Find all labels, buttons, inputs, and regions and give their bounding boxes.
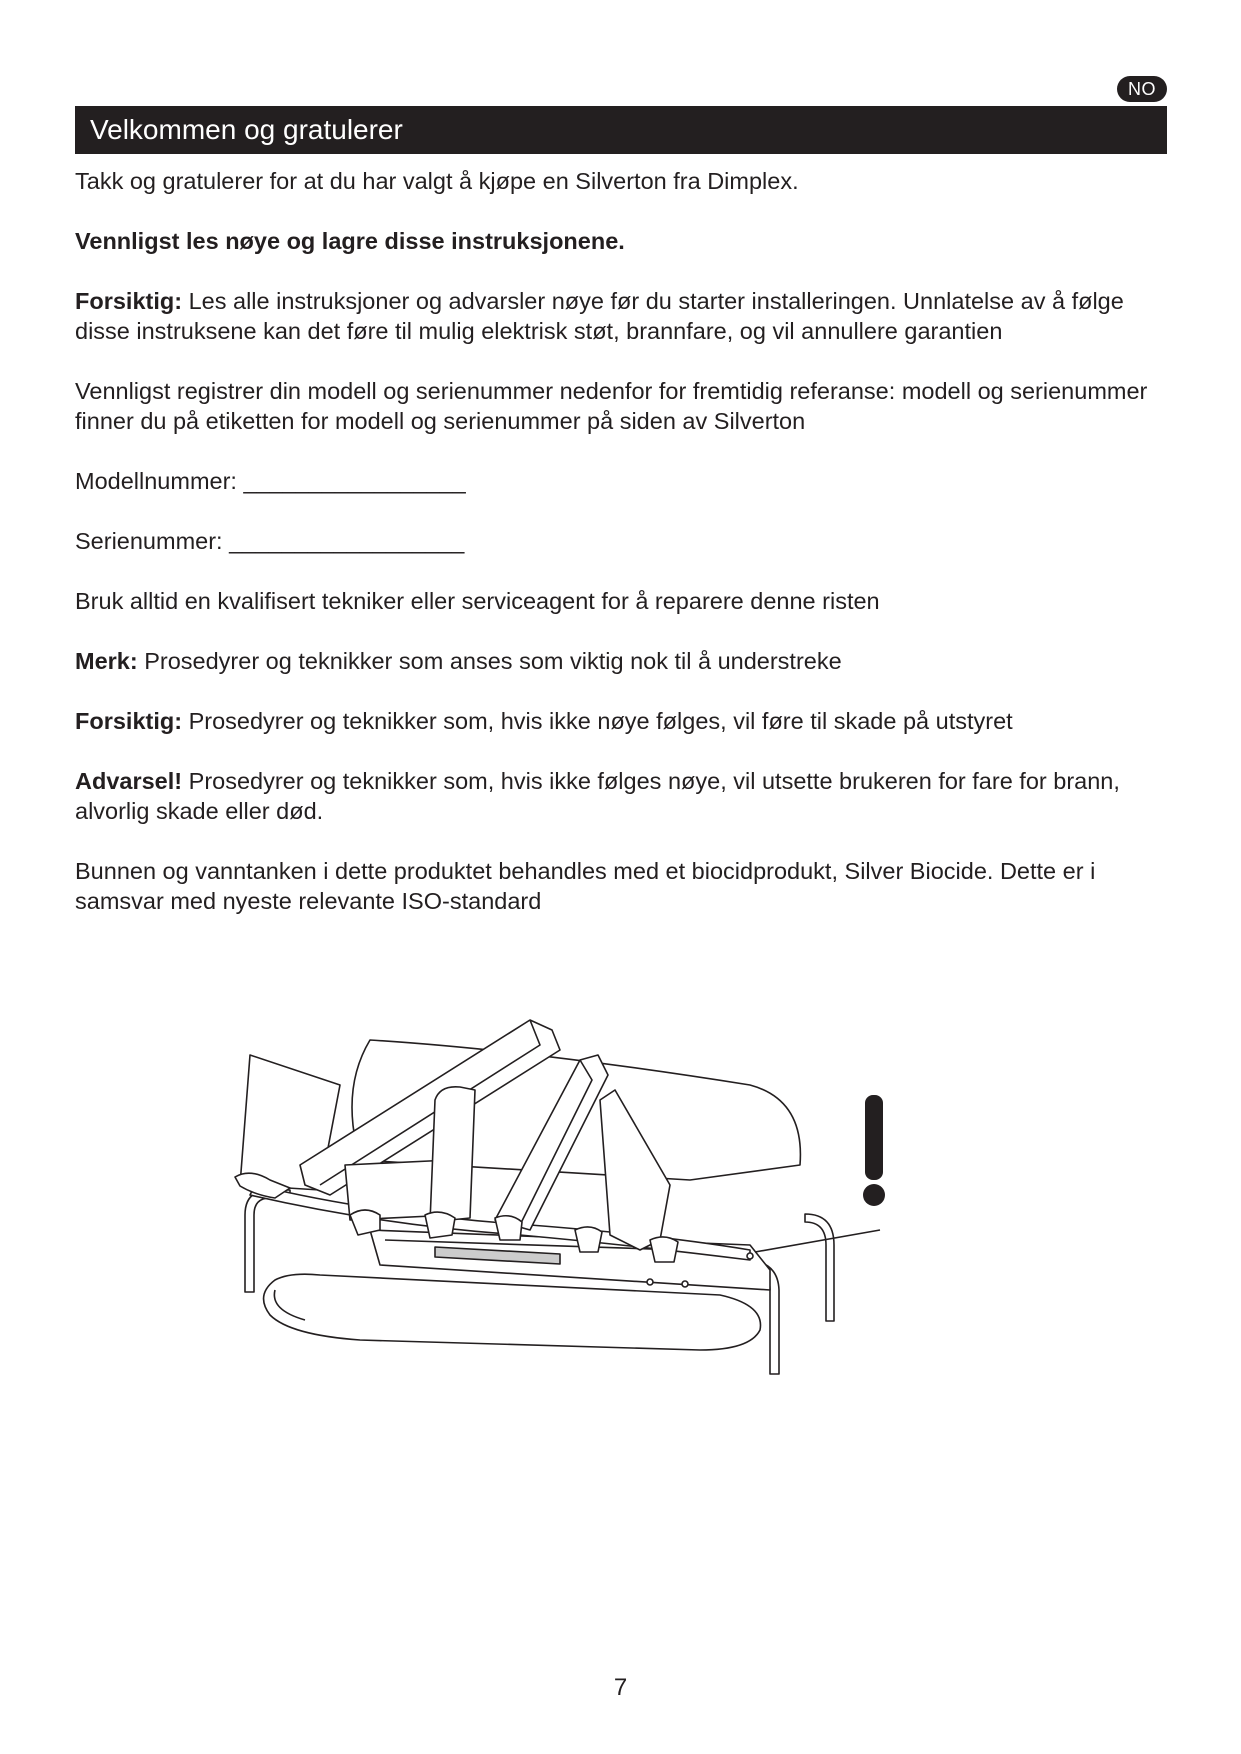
caution-paragraph-1: Forsiktig: Les alle instruksjoner og advarsler nøye før du starter installeringen. Unnlatelse av å følge disse instruksene kan det føre til mulig elektrisk støt, brannfare, og vil annullere garantien xyxy=(75,288,1124,344)
caution-label: Forsiktig: xyxy=(75,288,183,314)
register-paragraph: Vennligst registrer din modell og serienummer nedenfor for fremtidig referanse: modell og serienummer finner du på etiketten for modell og serienummer på siden av Silverton xyxy=(75,378,1148,434)
page-body xyxy=(75,166,1170,946)
section-title: Velkommen og gratulerer xyxy=(75,106,1167,154)
fireplace-insert-illustration xyxy=(230,990,1020,1400)
note-paragraph: Merk: Prosedyrer og teknikker som anses som viktig nok til å understreke xyxy=(75,648,842,674)
intro-paragraph: Takk og gratulerer for at du har valgt å kjøpe en Silverton fra Dimplex. xyxy=(75,168,799,194)
caution-paragraph-2: Forsiktig: Prosedyrer og teknikker som, hvis ikke nøye følges, vil føre til skade på utstyret xyxy=(75,708,1013,734)
biocide-paragraph: Bunnen og vanntanken i dette produktet behandles med et biocidprodukt, Silver Biocide. Dette er i samsvar med nyeste relevante ISO-standard xyxy=(75,858,1096,914)
page-number: 7 xyxy=(613,1674,628,1701)
caution-label: Forsiktig: xyxy=(75,708,183,734)
model-number-line: Modellnummer: _________________ xyxy=(75,468,466,494)
technician-paragraph: Bruk alltid en kvalifisert tekniker eller serviceagent for å reparere denne risten xyxy=(75,588,880,614)
warning-exclamation-icon xyxy=(863,1095,885,1206)
log-upright xyxy=(430,1087,475,1222)
warning-paragraph: Advarsel! Prosedyrer og teknikker som, hvis ikke følges nøye, vil utsette brukeren for fare for brann, alvorlig skade eller død. xyxy=(75,768,1120,824)
language-badge: NO xyxy=(1117,76,1167,102)
note-label: Merk: xyxy=(75,648,138,674)
pointer-line xyxy=(755,1230,880,1252)
read-instructions: Vennligst les nøye og lagre disse instruksjonene. xyxy=(75,228,625,254)
warning-label: Advarsel! xyxy=(75,768,183,794)
serial-number-line: Serienummer: __________________ xyxy=(75,528,465,554)
